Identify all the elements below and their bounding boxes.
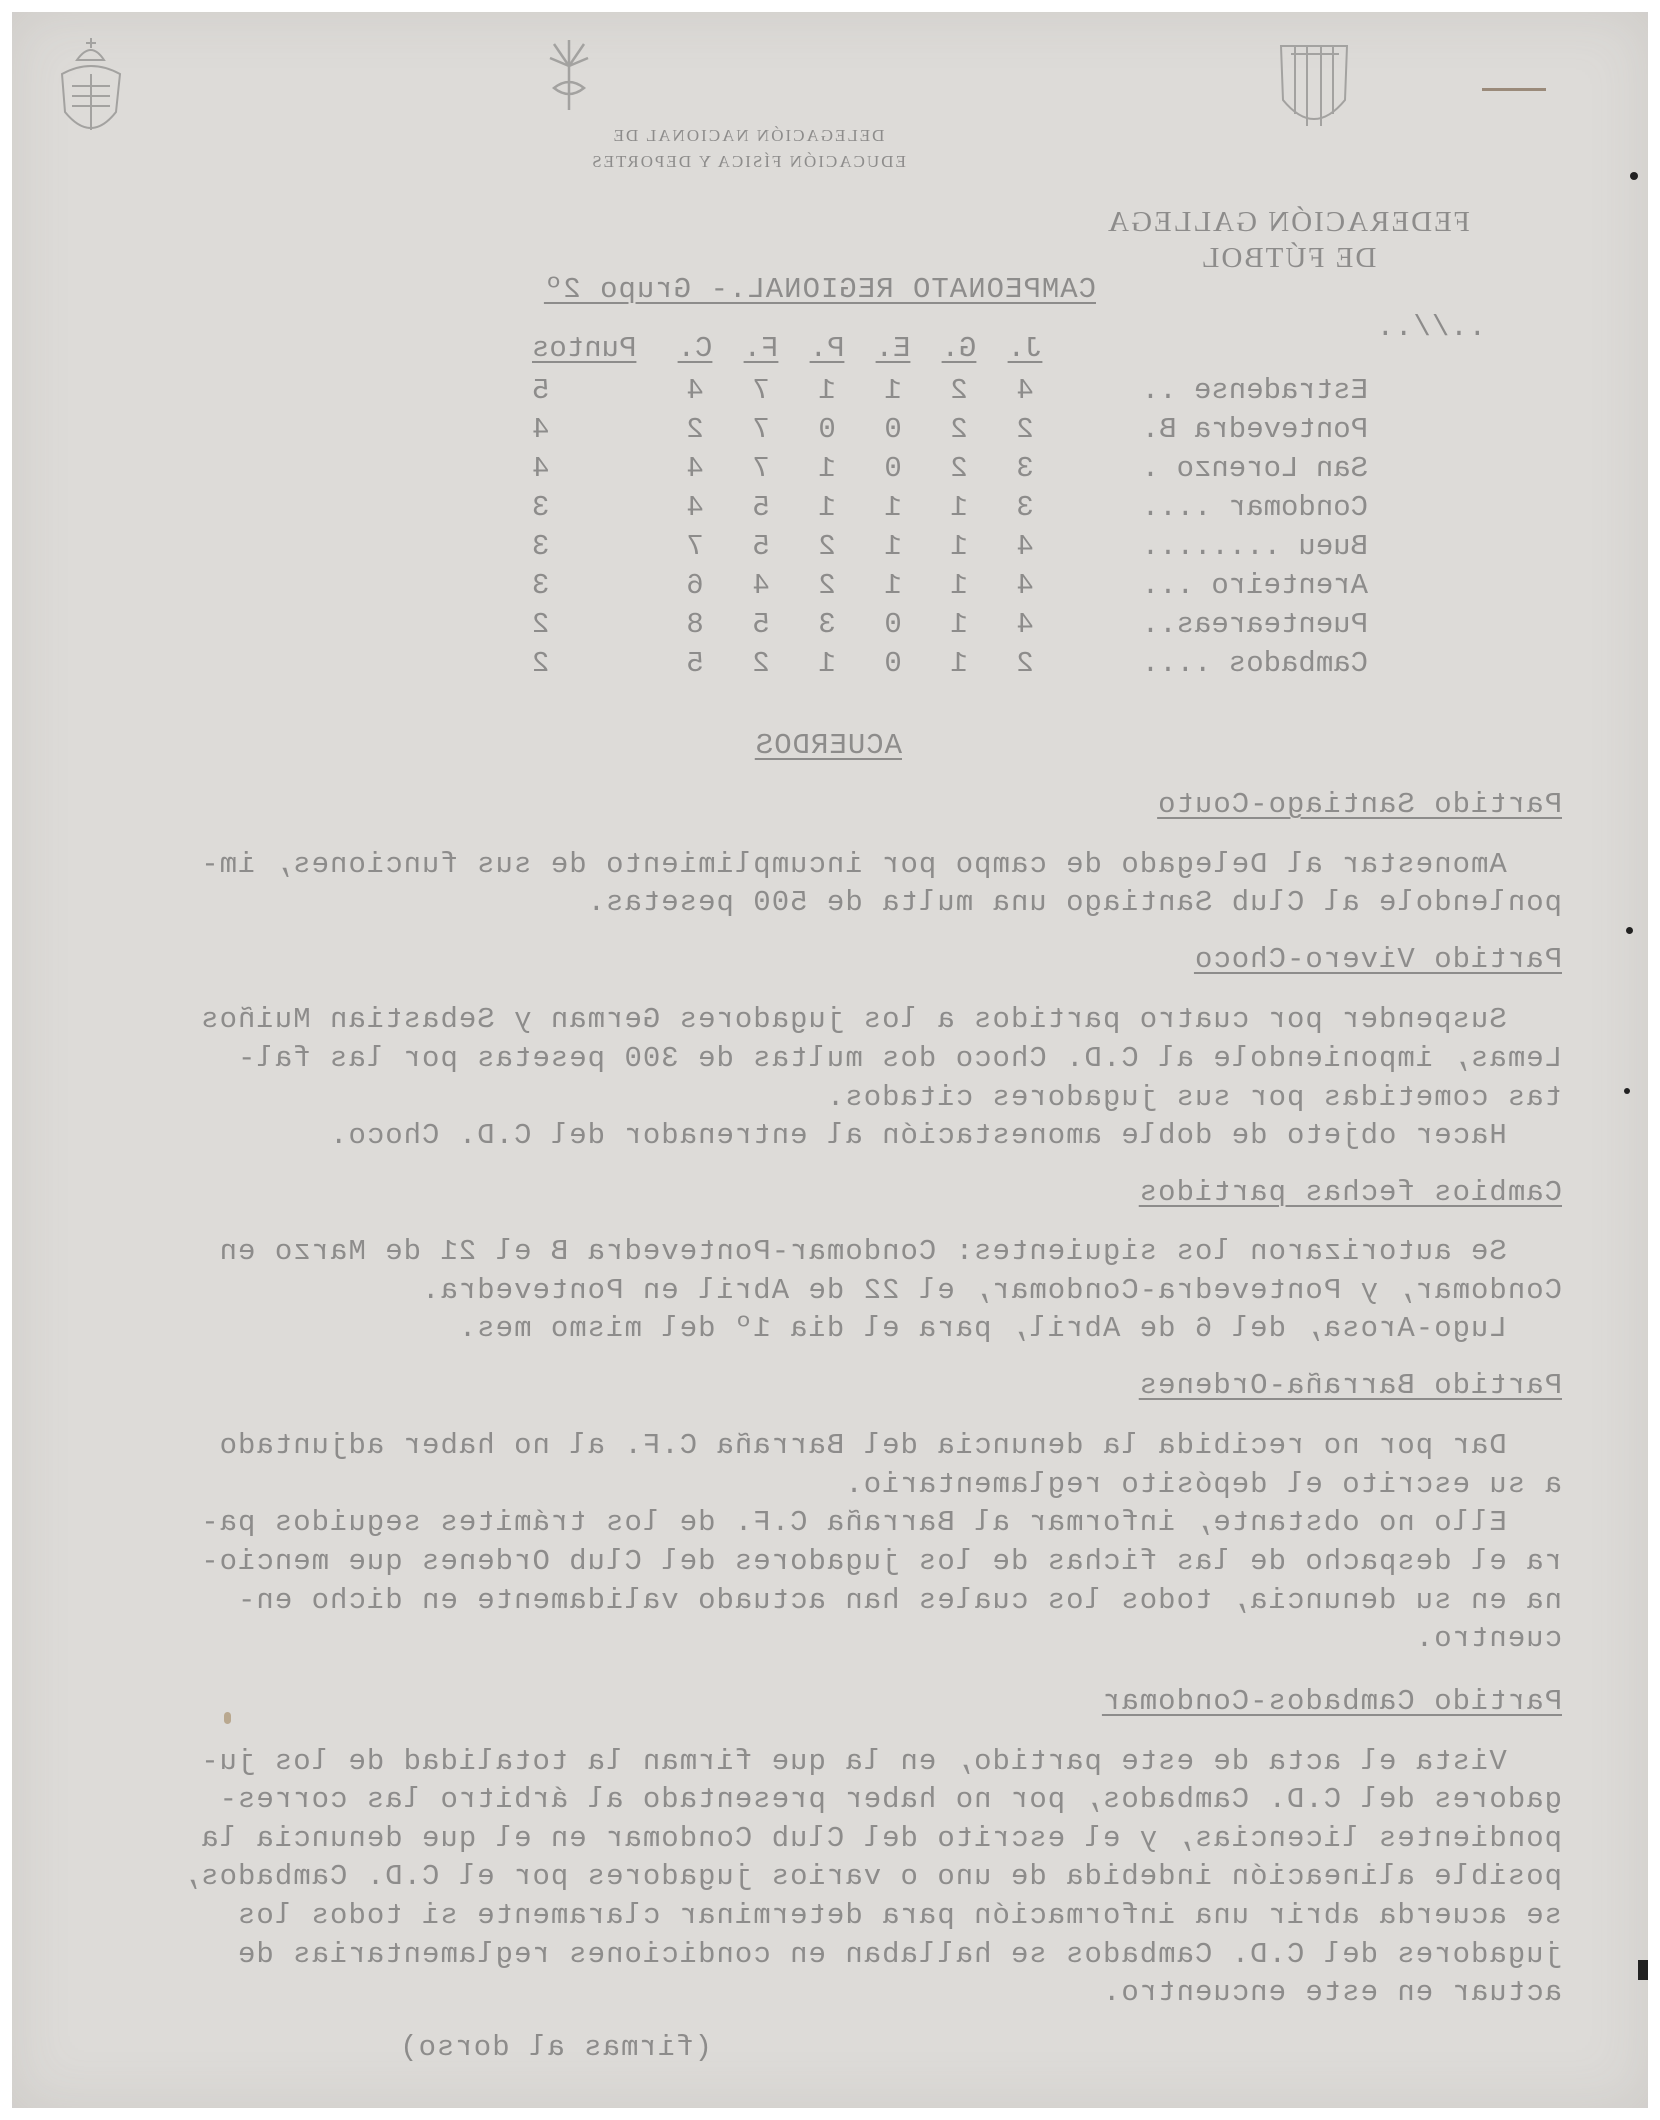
body-line: gadores del C.D. Cambados, por no haber presentado al árbitro las corres-: [218, 1783, 1562, 1816]
goals-against: 8: [686, 608, 704, 641]
standings-header-row: [532, 325, 1368, 371]
team-name: Bueu ........: [1141, 530, 1368, 563]
played: 4: [1016, 608, 1034, 641]
body-line: actuar en este encuentro.: [1101, 1976, 1562, 2009]
points: 4: [532, 452, 550, 485]
drawn: 1: [884, 569, 902, 602]
scanned-page: [12, 12, 1648, 2108]
won: 1: [950, 530, 968, 563]
lost: 1: [818, 491, 836, 524]
goals-for: 4: [752, 569, 770, 602]
table-row: [532, 605, 1368, 644]
goals-for: 2: [752, 647, 770, 680]
played: 3: [1016, 491, 1034, 524]
col-header-points: Puntos: [532, 331, 637, 365]
lost: 1: [818, 374, 836, 407]
section-heading: Partido Santiago-Couto: [1157, 788, 1562, 821]
drawn: 1: [884, 491, 902, 524]
body-line: ra el despacho de las fichas de los jugadores del Club Ordenes que mencio-: [200, 1545, 1562, 1578]
points: 3: [532, 569, 550, 602]
body-line: na en su denuncia, todos los cuales han actuado validamente en dicho en-: [236, 1584, 1562, 1617]
drawn: 1: [884, 374, 902, 407]
goals-against: 7: [686, 530, 704, 563]
scan-speck: [1624, 1088, 1630, 1094]
body-line: Lemas, imponiendole al C.D. Choco dos multas de 300 pesetas por las fal-: [236, 1042, 1562, 1075]
won: 1: [950, 491, 968, 524]
body-line: a su escrito el depósito reglamentario.: [844, 1468, 1562, 1501]
body-line: cuentro.: [1414, 1622, 1562, 1655]
scan-speck: [1630, 172, 1638, 180]
drawn: 0: [884, 608, 902, 641]
standings-title: CAMPEONATO REGIONAL.- Grupo 2º: [543, 273, 1096, 306]
drawn: 1: [884, 530, 902, 563]
body-line: Lugo-Arosa, del 6 de Abril, para el dia 1º del mismo mes.: [457, 1312, 1562, 1345]
table-row: [532, 410, 1368, 449]
scan-speck: [1626, 927, 1633, 934]
acuerdos-heading: ACUERDOS: [754, 729, 902, 762]
lost: 2: [818, 530, 836, 563]
federation-name-line2: DE FÚTBOL: [1199, 242, 1377, 274]
table-row: [532, 527, 1368, 566]
section-heading: Partido Vivero-Choco: [1193, 943, 1562, 976]
lost: 1: [818, 452, 836, 485]
points: 2: [532, 608, 550, 641]
letterhead-org-line1: DELEGACIÓN NACIONAL DE: [611, 126, 885, 145]
body-line: pondientes licencias, y el escrito del Club Condomar en el que denuncia la: [200, 1822, 1562, 1855]
federation-shield-emblem-icon: [1275, 34, 1353, 144]
table-row: [532, 449, 1368, 488]
scan-stain: [1482, 88, 1546, 91]
federation-name-line1: FEDERACIÓN GALLEGA: [1106, 206, 1470, 238]
goals-against: 2: [686, 413, 704, 446]
goals-for: 7: [752, 374, 770, 407]
points: 2: [532, 647, 550, 680]
won: 1: [950, 647, 968, 680]
body-line: ponlendole al Club Santiago una multa de 500 pesetas.: [586, 886, 1562, 919]
goals-against: 5: [686, 647, 704, 680]
played: 3: [1016, 452, 1034, 485]
goals-for: 7: [752, 452, 770, 485]
lost: 3: [818, 608, 836, 641]
goals-against: 6: [686, 569, 704, 602]
won: 1: [950, 569, 968, 602]
col-header-for: F.: [743, 331, 779, 365]
goals-against: 4: [686, 452, 704, 485]
body-line: tas cometidas por sus jugadores citados.: [825, 1081, 1562, 1114]
body-line: Dar por no recibida la denuncia del Barraña C.F. al no haber adjuntado: [218, 1429, 1562, 1462]
goals-for: 5: [752, 608, 770, 641]
body-line: se acuerda abrir una información para determinar claramente si todos los: [236, 1899, 1562, 1932]
col-header-drawn: E.: [875, 331, 911, 365]
scan-speck: [1638, 1960, 1648, 1980]
goals-for: 5: [752, 491, 770, 524]
played: 4: [1016, 569, 1034, 602]
signatures-note: (firmas al dorso): [399, 2031, 712, 2064]
drawn: 0: [884, 452, 902, 485]
goals-against: 4: [686, 491, 704, 524]
played: 4: [1016, 530, 1034, 563]
body-line: Se autorizaron los siguientes: Condomar-Pontevedra B el 21 de Marzo en: [218, 1235, 1562, 1268]
scan-stain: [224, 1712, 231, 1724]
table-row: [532, 566, 1368, 605]
goals-for: 5: [752, 530, 770, 563]
reference-mark: ..//..: [1375, 311, 1486, 344]
table-row: [532, 488, 1368, 527]
section-heading: Partido Barraña-Ordenes: [1138, 1369, 1562, 1402]
body-line: Amonestar al Delegado de campo por incumplimiento de sus funciones, im-: [200, 848, 1562, 881]
points: 4: [532, 413, 550, 446]
body-line: Suspender por cuatro partidos a los jugadores German y Sebastian Muiños: [200, 1003, 1562, 1036]
col-header-lost: P.: [809, 331, 845, 365]
won: 1: [950, 608, 968, 641]
team-name: Cambados ....: [1141, 647, 1368, 680]
section-heading: Partido Cambados-Condomar: [1101, 1685, 1562, 1718]
won: 2: [950, 374, 968, 407]
team-name: Pontevedra B.: [1141, 413, 1368, 446]
played: 2: [1016, 413, 1034, 446]
col-header-played: J.: [1007, 331, 1043, 365]
body-line: jugadores del C.D. Cambados se hallaban en condiciones reglamentarias de: [236, 1938, 1562, 1971]
played: 2: [1016, 647, 1034, 680]
points: 3: [532, 530, 550, 563]
col-header-won: G.: [941, 331, 977, 365]
crown-shield-emblem-icon: [53, 34, 128, 144]
drawn: 0: [884, 413, 902, 446]
team-name: Condomar ....: [1141, 491, 1368, 524]
yoke-and-arrows-emblem-icon: [548, 36, 590, 114]
drawn: 0: [884, 647, 902, 680]
section-heading: Cambios fechas partidos: [1138, 1176, 1562, 1209]
table-row: [532, 371, 1368, 410]
goals-for: 7: [752, 413, 770, 446]
body-line: posible alineación indebida de uno o varios jugadores por el C.D. Cambados,: [181, 1860, 1562, 1893]
body-line: Ello no obstante, informar al Barraña C.F. de los trámites seguidos pa-: [200, 1506, 1562, 1539]
won: 2: [950, 452, 968, 485]
goals-against: 4: [686, 374, 704, 407]
points: 5: [532, 374, 550, 407]
body-line: Condomar, y Pontevedra-Condomar, el 22 de Abril en Pontevedra.: [421, 1274, 1562, 1307]
table-row: [532, 644, 1368, 683]
lost: 1: [818, 647, 836, 680]
lost: 2: [818, 569, 836, 602]
team-name: Puenteareas..: [1141, 608, 1368, 641]
col-header-against: C.: [677, 331, 713, 365]
mirrored-bleed-through-content: [12, 12, 1648, 2108]
standings-table: [532, 325, 1368, 683]
body-line: Vista el acta de este partido, en la que firman la totalidad de los ju-: [200, 1745, 1562, 1778]
team-name: San Lorenzo .: [1141, 452, 1368, 485]
played: 4: [1016, 374, 1034, 407]
won: 2: [950, 413, 968, 446]
body-line: Hacer objeto de doble amonestación al entrenador del C.D. Choco.: [329, 1119, 1562, 1152]
points: 3: [532, 491, 550, 524]
letterhead-org-line2: EDUCACIÓN FÍSICA Y DEPORTES: [590, 152, 906, 171]
team-name: Estradense ..: [1141, 374, 1368, 407]
team-name: Arenteiro ...: [1141, 569, 1368, 602]
lost: 0: [818, 413, 836, 446]
